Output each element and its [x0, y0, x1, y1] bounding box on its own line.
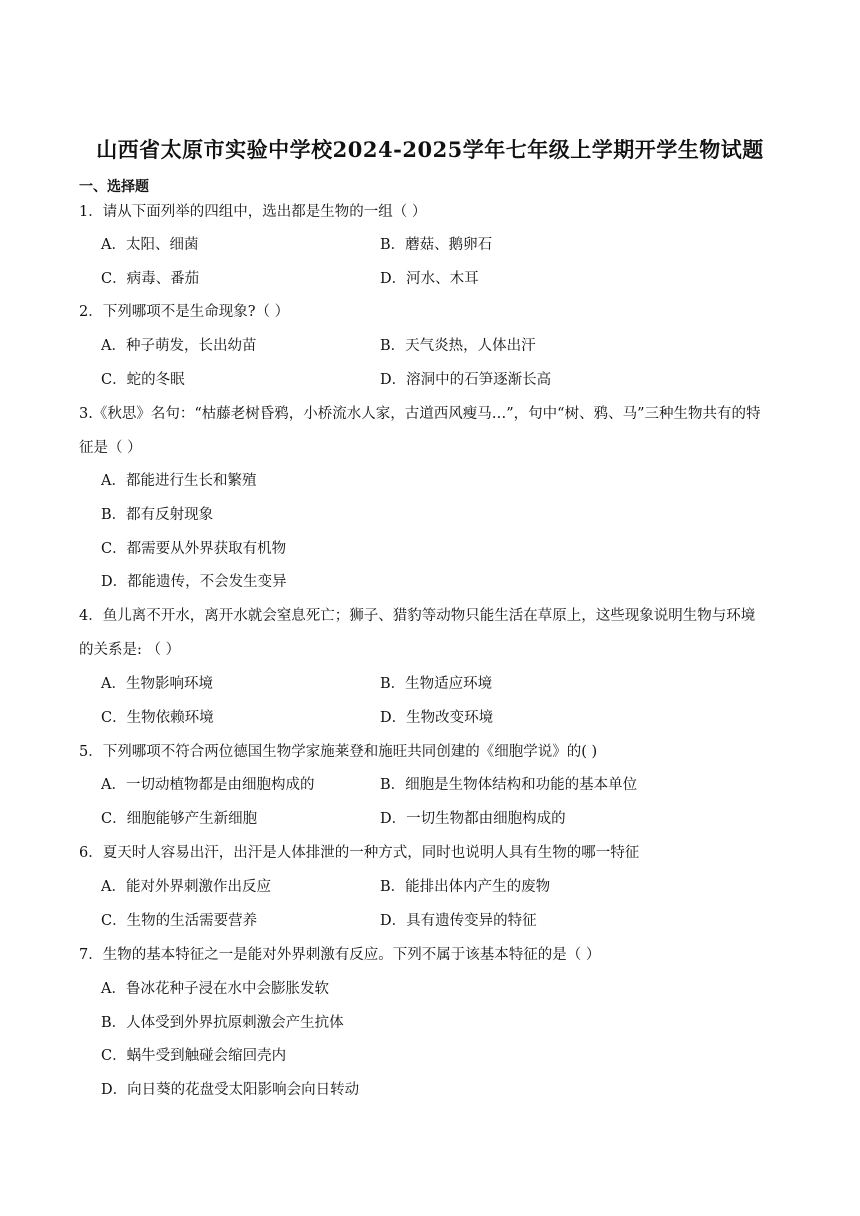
question-5-stem: 5．下列哪项不符合两位德国生物学家施莱登和施旺共同创建的《细胞学说》的( ): [79, 744, 598, 760]
page-title: 山西省太原市实验中学校2024-2025学年七年级上学期开学生物试题: [96, 137, 764, 162]
question-3-stem-line-1: 3.《秋思》名句：“枯藤老树昏鸦，小桥流水人家，古道西风瘦马…”，句中“树、鸦、马”三种生物共有的特: [79, 406, 761, 422]
question-6-option-d: D．具有遗传变异的特征: [380, 913, 537, 929]
section-heading: 一、选择题: [79, 179, 149, 195]
question-5-option-a: A．一切动植物都是由细胞构成的: [101, 777, 315, 793]
question-4-option-c: C．生物依赖环境: [101, 710, 214, 726]
question-5-option-b: B．细胞是生物体结构和功能的基本单位: [380, 777, 638, 793]
question-5-option-d: D．一切生物都由细胞构成的: [380, 811, 566, 827]
question-4-stem-line-1: 4．鱼儿离不开水，离开水就会窒息死亡；狮子、猎豹等动物只能生活在草原上，这些现象说明生物与环境: [79, 608, 756, 624]
question-2-option-a: A．种子萌发，长出幼苗: [101, 338, 257, 354]
question-5-option-c: C．细胞能够产生新细胞: [101, 811, 258, 827]
question-7-option-c: C．蜗牛受到触碰会缩回壳内: [101, 1048, 287, 1064]
question-7-option-b: B．人体受到外界抗原刺激会产生抗体: [101, 1015, 344, 1031]
question-3-option-a: A．都能进行生长和繁殖: [101, 473, 257, 489]
question-2-option-c: C．蛇的冬眠: [101, 372, 185, 388]
question-2-option-d: D．溶洞中的石笋逐渐长高: [380, 372, 552, 388]
question-7-option-d: D．向日葵的花盘受太阳影响会向日转动: [101, 1082, 360, 1098]
question-7-option-a: A．鲁冰花种子浸在水中会膨胀发软: [101, 981, 329, 997]
question-6-option-a: A．能对外界刺激作出反应: [101, 879, 271, 895]
question-1-option-b: B．蘑菇、鹅卵石: [380, 237, 493, 253]
question-3-option-d: D．都能遗传，不会发生变异: [101, 574, 287, 590]
question-6-option-b: B．能排出体内产生的废物: [380, 879, 551, 895]
question-2-stem: 2．下列哪项不是生命现象?（ ）: [79, 304, 290, 320]
question-3-stem-line-2: 征是（ ）: [79, 440, 142, 456]
question-3-option-b: B．都有反射现象: [101, 507, 214, 523]
question-1-stem: 1．请从下面列举的四组中，选出都是生物的一组（ ）: [79, 204, 427, 220]
question-1-option-d: D．河水、木耳: [380, 271, 479, 287]
question-1-option-a: A．太阳、细菌: [101, 237, 199, 253]
question-7-stem: 7．生物的基本特征之一是能对外界刺激有反应。下列不属于该基本特征的是（ ）: [79, 947, 601, 963]
question-2-option-b: B．天气炎热，人体出汗: [380, 338, 536, 354]
question-4-option-a: A．生物影响环境: [101, 676, 213, 692]
question-6-option-c: C．生物的生活需要营养: [101, 913, 258, 929]
question-4-option-b: B．生物适应环境: [380, 676, 493, 692]
question-4-stem-line-2: 的关系是: （ ）: [79, 642, 181, 658]
question-1-option-c: C．病毒、番茄: [101, 271, 200, 287]
question-4-option-d: D．生物改变环境: [380, 710, 494, 726]
question-6-stem: 6．夏天时人容易出汗，出汗是人体排泄的一种方式，同时也说明人具有生物的哪一特征: [79, 845, 640, 861]
question-3-option-c: C．都需要从外界获取有机物: [101, 541, 287, 557]
